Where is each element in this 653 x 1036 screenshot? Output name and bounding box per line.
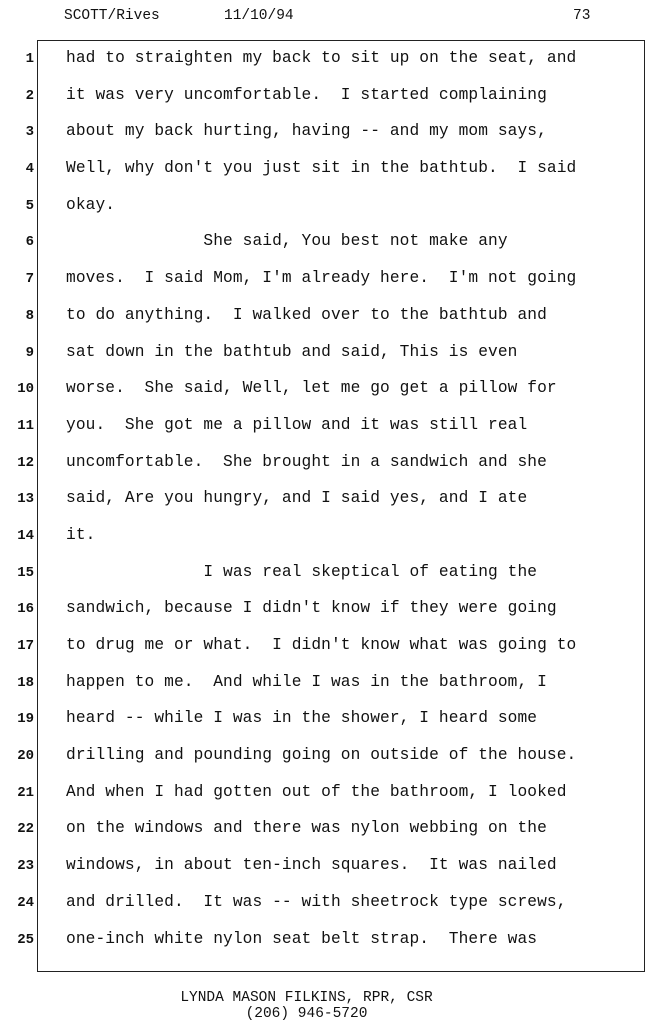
- line-number: 23: [17, 858, 34, 875]
- transcript-line: [0, 561, 653, 598]
- line-text: sat down in the bathtub and said, This is even: [66, 342, 518, 361]
- line-number: 10: [17, 381, 34, 398]
- transcript-lines: [0, 47, 653, 964]
- line-text: heard -- while I was in the shower, I heard some: [66, 709, 538, 728]
- line-text: She said, You best not make any: [66, 232, 508, 251]
- transcript-line: [0, 817, 653, 854]
- page-number: 73: [573, 8, 591, 24]
- line-number: 21: [17, 784, 34, 801]
- line-text: about my back hurting, having -- and my mom says,: [66, 122, 547, 141]
- line-number: 11: [17, 417, 34, 434]
- line-number: 22: [17, 821, 34, 838]
- line-number: 3: [25, 124, 34, 141]
- line-text: on the windows and there was nylon webbing on the: [66, 819, 547, 838]
- reporter-phone: (206) 946-5720: [245, 1006, 368, 1022]
- line-number: 20: [17, 748, 34, 765]
- line-number: 9: [25, 344, 34, 361]
- line-text: sandwich, because I didn't know if they were going: [66, 599, 557, 618]
- line-number: 7: [25, 271, 34, 288]
- line-number: 1: [25, 51, 34, 67]
- transcript-line: [0, 194, 653, 231]
- transcript-line: [0, 891, 653, 928]
- line-text: it.: [66, 525, 96, 544]
- transcript-line: [0, 634, 653, 671]
- transcript-line: [0, 854, 653, 891]
- transcript-line: [0, 744, 653, 781]
- line-number: 8: [25, 307, 34, 324]
- line-number: 18: [17, 674, 34, 691]
- transcript-line: [0, 47, 653, 84]
- line-text: happen to me. And while I was in the bathroom, I: [66, 672, 547, 691]
- transcript-line: [0, 341, 653, 378]
- line-number: 13: [17, 491, 34, 508]
- line-text: and drilled. It was -- with sheetrock type screws,: [66, 892, 567, 911]
- line-text: one-inch white nylon seat belt strap. There was: [66, 929, 538, 948]
- transcript-line: [0, 230, 653, 267]
- transcript-line: [0, 487, 653, 524]
- line-number: 14: [17, 527, 34, 544]
- transcript-line: [0, 120, 653, 157]
- line-text: you. She got me a pillow and it was still real: [66, 415, 528, 434]
- transcript-line: [0, 304, 653, 341]
- transcript-line: [0, 267, 653, 304]
- transcript-line: [0, 781, 653, 818]
- transcript-line: [0, 597, 653, 634]
- line-text: I was real skeptical of eating the: [66, 562, 538, 581]
- line-text: to drug me or what. I didn't know what was going to: [66, 636, 577, 654]
- line-number: 4: [25, 161, 34, 178]
- line-text: And when I had gotten out of the bathroom, I looked: [66, 782, 567, 801]
- reporter-name: LYNDA MASON FILKINS, RPR, CSR: [180, 990, 433, 1006]
- transcript-line: [0, 928, 653, 965]
- line-text: it was very uncomfortable. I started complaining: [66, 85, 547, 104]
- line-number: 24: [17, 894, 34, 911]
- line-number: 25: [17, 931, 34, 948]
- line-text: said, Are you hungry, and I said yes, and I ate: [66, 489, 528, 508]
- transcript-line: [0, 707, 653, 744]
- line-number: 15: [17, 564, 34, 581]
- line-text: uncomfortable. She brought in a sandwich and she: [66, 452, 547, 471]
- line-text: to do anything. I walked over to the bathtub and: [66, 305, 547, 324]
- line-text: had to straighten my back to sit up on the seat, and: [66, 49, 577, 67]
- line-number: 17: [17, 638, 34, 654]
- line-text: drilling and pounding going on outside of the house.: [66, 746, 577, 765]
- line-text: moves. I said Mom, I'm already here. I'm not going: [66, 269, 577, 288]
- line-number: 19: [17, 711, 34, 728]
- transcript-line: [0, 84, 653, 121]
- line-number: 6: [25, 234, 34, 251]
- line-number: 2: [25, 87, 34, 104]
- page-header: [0, 8, 653, 30]
- case-name: SCOTT/Rives: [64, 8, 160, 24]
- transcript-line: [0, 377, 653, 414]
- transcript-date: 11/10/94: [224, 8, 294, 24]
- transcript-line: [0, 671, 653, 708]
- page-footer: [0, 990, 653, 1022]
- line-text: worse. She said, Well, let me go get a pillow for: [66, 379, 557, 398]
- line-number: 16: [17, 601, 34, 618]
- line-number: 5: [25, 197, 34, 214]
- transcript-line: [0, 414, 653, 451]
- transcript-line: [0, 157, 653, 194]
- line-text: okay.: [66, 195, 116, 214]
- transcript-line: [0, 451, 653, 488]
- line-number: 12: [17, 454, 34, 471]
- line-text: Well, why don't you just sit in the bathtub. I said: [66, 159, 577, 178]
- line-text: windows, in about ten-inch squares. It was nailed: [66, 856, 557, 875]
- transcript-line: [0, 524, 653, 561]
